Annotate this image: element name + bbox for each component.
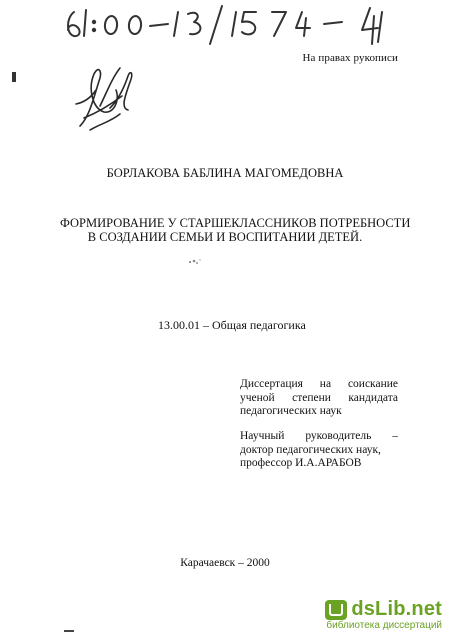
dissertation-info bbox=[240, 378, 398, 419]
supervisor-line: доктор педагогических наук, bbox=[240, 443, 381, 456]
watermark-row bbox=[325, 598, 442, 621]
specialty-code: 13.00.01 – Общая педагогика bbox=[158, 318, 306, 332]
watermark-subtitle: библиотека диссертаций bbox=[326, 620, 442, 631]
supervisor-line bbox=[240, 430, 398, 444]
supervisor-line: профессор И.А.АРАБОВ bbox=[240, 457, 362, 469]
watermark[interactable] bbox=[325, 598, 442, 631]
title-line: В СОЗДАНИИ СЕМЬИ И ВОСПИТАНИИ ДЕТЕЙ. bbox=[87, 230, 363, 244]
word: соискание bbox=[347, 378, 398, 390]
supervisor-info bbox=[240, 430, 398, 471]
handwritten-archive-code bbox=[60, 2, 400, 46]
dissertation-line bbox=[240, 378, 398, 392]
rights-note: На правах рукописи bbox=[302, 52, 398, 64]
dissertation-line: педагогических наук bbox=[240, 405, 342, 417]
bottom-mark bbox=[64, 630, 74, 632]
dissertation-title bbox=[60, 216, 411, 244]
word: руководитель bbox=[305, 430, 372, 442]
ink-speck bbox=[186, 256, 204, 268]
word: Диссертация bbox=[240, 378, 303, 390]
word: Научный bbox=[240, 430, 285, 442]
word: – bbox=[392, 430, 398, 442]
margin-mark bbox=[12, 72, 16, 82]
watermark-logo: dsLib.net bbox=[351, 598, 442, 620]
word: кандидата bbox=[348, 391, 398, 404]
title-line: ФОРМИРОВАНИЕ У СТАРШЕКЛАССНИКОВ ПОТРЕБНОСТИ bbox=[60, 216, 411, 230]
word: на bbox=[319, 378, 332, 390]
library-logo-icon bbox=[325, 600, 347, 620]
dissertation-line bbox=[240, 392, 398, 406]
word: степени bbox=[292, 391, 331, 404]
city-year: Карачаевск – 2000 bbox=[180, 557, 270, 569]
word: ученой bbox=[240, 391, 275, 404]
signature-image bbox=[70, 56, 140, 138]
author-name: БОРЛАКОВА БАБЛИНА МАГОМЕДОВНА bbox=[106, 166, 344, 180]
